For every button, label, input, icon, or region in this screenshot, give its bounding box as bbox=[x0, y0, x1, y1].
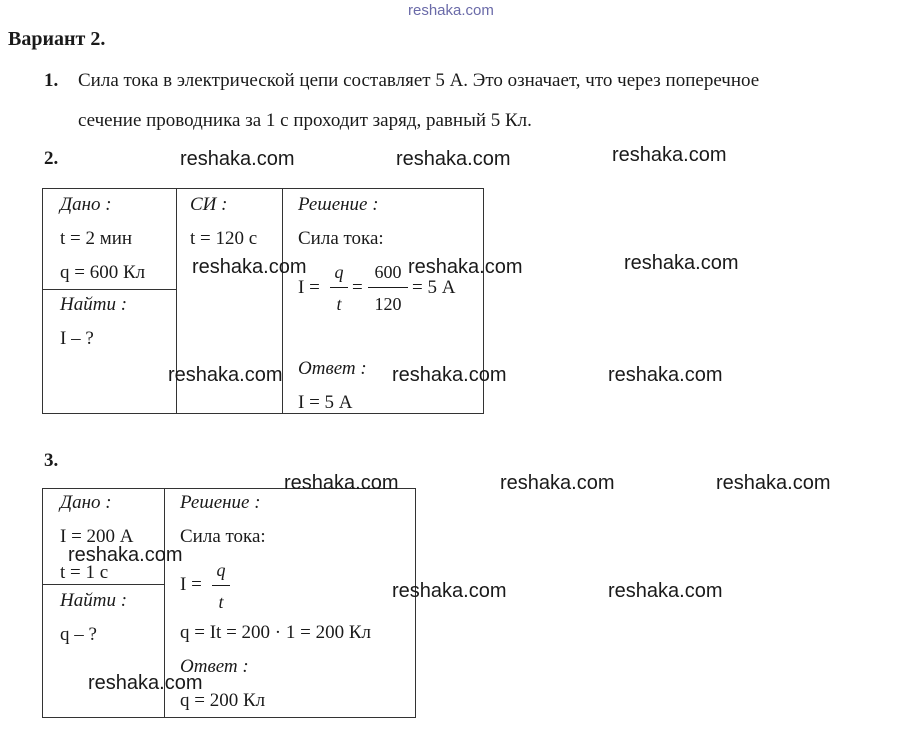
problem2-given-q: q = 600 Кл bbox=[60, 262, 146, 283]
problem3-find-label: Найти : bbox=[60, 590, 128, 611]
problem3-find-value: q – ? bbox=[60, 624, 97, 645]
problem3-solution-label: Решение : bbox=[180, 492, 261, 513]
problem2-si-label: СИ : bbox=[190, 194, 228, 215]
problem3-frac-den: t bbox=[218, 592, 224, 612]
problem2-find-label: Найти : bbox=[60, 294, 128, 315]
problem3-answer: q = 200 Кл bbox=[180, 690, 266, 711]
problem2-frac-num: q bbox=[334, 262, 344, 282]
watermark: reshaka.com bbox=[68, 544, 183, 566]
watermark: reshaka.com bbox=[168, 364, 283, 386]
problem2-solution-label: Решение : bbox=[298, 194, 379, 215]
problem2-given-label: Дано : bbox=[60, 194, 112, 215]
problem3-number: 3. bbox=[44, 450, 59, 471]
problem2-solution-text: Сила тока: bbox=[298, 228, 384, 249]
watermark: reshaka.com bbox=[180, 148, 295, 170]
problem1-line1: Сила тока в электрической цепи составляет 5 А. Это означает, что через поперечное bbox=[78, 70, 760, 91]
watermark: reshaka.com bbox=[408, 256, 523, 278]
watermark: reshaka.com bbox=[608, 364, 723, 386]
watermark: reshaka.com bbox=[284, 472, 399, 494]
problem2-frac-num2: 600 bbox=[374, 262, 402, 282]
problem3-solution-text: Сила тока: bbox=[180, 526, 266, 547]
problem1-number: 1. bbox=[44, 70, 59, 91]
problem2-formula-result: = 5 А bbox=[412, 277, 456, 298]
problem2-answer-label: Ответ : bbox=[298, 358, 367, 379]
watermark: reshaka.com bbox=[624, 252, 739, 274]
problem3-given-I: I = 200 А bbox=[60, 526, 134, 547]
watermark: reshaka.com bbox=[716, 472, 831, 494]
watermark: reshaka.com bbox=[192, 256, 307, 278]
watermark: reshaka.com bbox=[88, 672, 203, 694]
problem3-given-t: t = 1 с bbox=[60, 562, 109, 583]
watermark: reshaka.com bbox=[396, 148, 511, 170]
watermark: reshaka.com bbox=[392, 580, 507, 602]
variant-title: Вариант 2. bbox=[8, 28, 106, 50]
watermark: reshaka.com bbox=[500, 472, 615, 494]
problem3-given-label: Дано : bbox=[60, 492, 112, 513]
problem2-number: 2. bbox=[44, 148, 59, 169]
problem2-given-t: t = 2 мин bbox=[60, 228, 133, 249]
problem3-formula-lhs: I = bbox=[180, 574, 202, 595]
problem2-si-t: t = 120 с bbox=[190, 228, 258, 249]
problem2-frac-den: t bbox=[336, 294, 342, 314]
watermark: reshaka.com bbox=[612, 144, 727, 166]
watermark: reshaka.com bbox=[608, 580, 723, 602]
site-watermark-top: reshaka.com bbox=[408, 2, 494, 19]
problem2-find-value: I – ? bbox=[60, 328, 94, 349]
problem3-frac-num: q bbox=[216, 560, 226, 580]
problem2-frac-den2: 120 bbox=[374, 294, 402, 314]
problem3-answer-label: Ответ : bbox=[180, 656, 249, 677]
problem3-formula-q: q = It = 200 · 1 = 200 Кл bbox=[180, 622, 371, 643]
problem2-answer: I = 5 А bbox=[298, 392, 353, 413]
problem1-line2: сечение проводника за 1 с проходит заряд, равный 5 Кл. bbox=[78, 110, 532, 131]
problem2-eq-sign: = bbox=[352, 277, 363, 298]
problem2-formula-lhs: I = bbox=[298, 277, 320, 298]
watermark: reshaka.com bbox=[392, 364, 507, 386]
